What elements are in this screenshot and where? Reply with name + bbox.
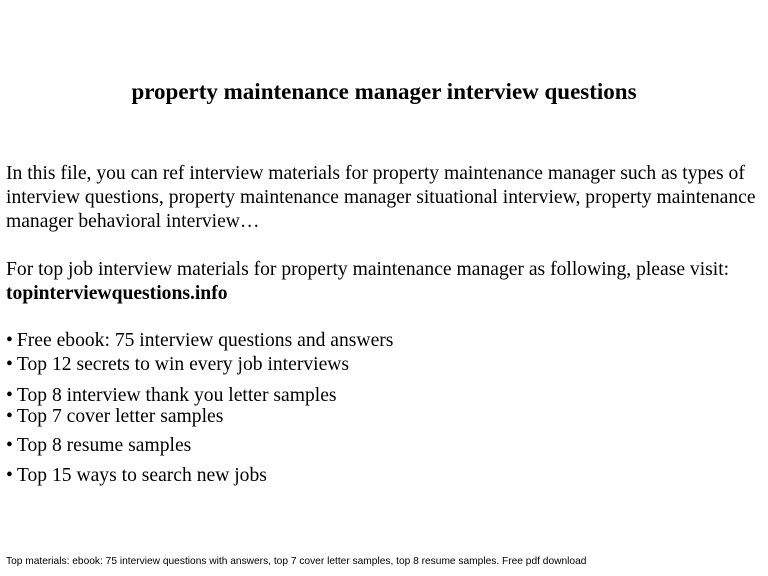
bullet-item	[6, 406, 223, 428]
bullet-item	[6, 435, 191, 457]
bullet-dot: •	[6, 385, 13, 406]
bullet-item	[6, 354, 349, 376]
bullet-dot: •	[6, 435, 13, 456]
bullet-item	[6, 385, 337, 407]
footer-text: Top materials: ebook: 75 interview questions with answers, top 7 cover letter samples, top 8 resume samples. Free pdf download	[6, 556, 587, 567]
slide-title: property maintenance manager interview questions	[131, 79, 637, 104]
visit-text: For top job interview materials for property maintenance manager as following, please visit:	[6, 259, 730, 280]
intro-text	[6, 162, 762, 306]
bullet-text: Top 8 interview thank you letter samples	[16, 385, 337, 406]
website-link[interactable]: topinterviewquestions.info	[6, 283, 228, 304]
visit-paragraph	[6, 258, 762, 306]
bullet-dot: •	[6, 465, 13, 486]
bullet-text: Top 15 ways to search new jobs	[16, 465, 267, 486]
bullet-dot: •	[6, 330, 13, 351]
bullet-item	[6, 465, 267, 487]
bullet-dot: •	[6, 406, 13, 427]
bullet-text: Top 12 secrets to win every job interviews	[16, 354, 350, 375]
bullet-text: Free ebook: 75 interview questions and answers	[16, 330, 394, 351]
bullet-dot: •	[6, 354, 13, 375]
bullet-item	[6, 330, 393, 352]
bullet-text: Top 7 cover letter samples	[16, 406, 224, 427]
bullet-text: Top 8 resume samples	[16, 435, 192, 456]
intro-paragraph: In this file, you can ref interview materials for property maintenance manager such as types of interview questions, property maintenance manager situational interview, property maintenance manager behavioral interview…	[6, 163, 756, 232]
